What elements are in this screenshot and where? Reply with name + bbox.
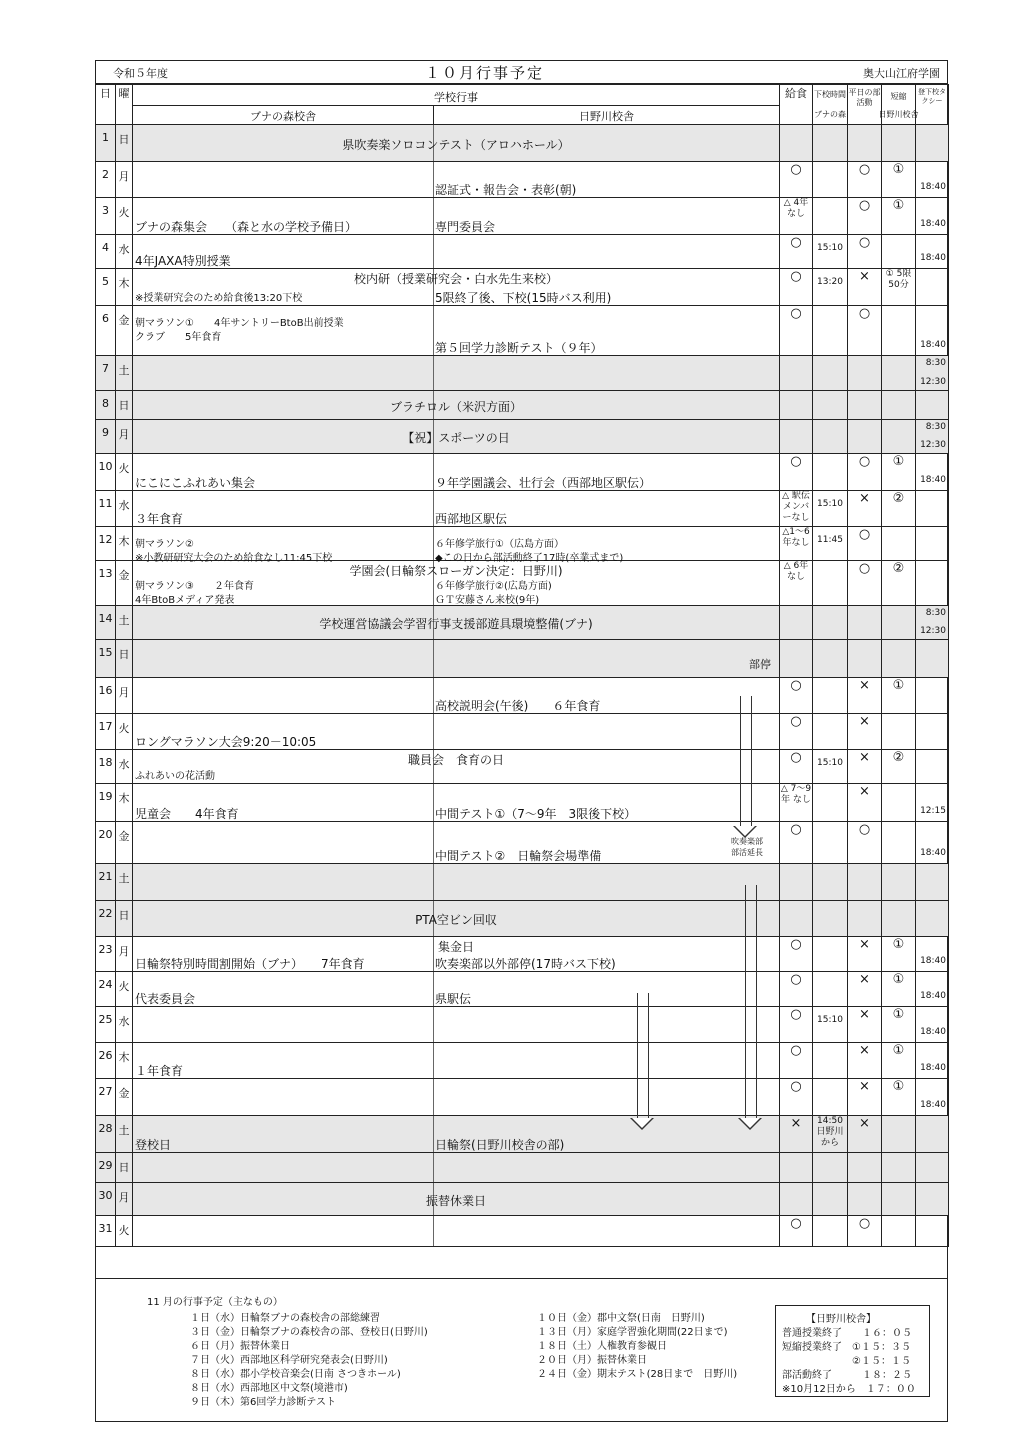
- schedule-box-line: ※10月12日から １７：００: [782, 1384, 916, 1395]
- day-row: [96, 640, 949, 678]
- common-event: ブラチロル（米沢方面）: [389, 399, 522, 414]
- november-event: １０日（金）郡中文祭(日南 日野川): [537, 1313, 705, 1324]
- club-mark: ○: [858, 1216, 871, 1231]
- club-mark: ○: [858, 822, 871, 837]
- lunch-mark: ○: [790, 678, 802, 693]
- weekday: 金: [116, 561, 133, 606]
- column-header-row: [96, 85, 949, 125]
- taxi-time: 8:30: [925, 358, 946, 368]
- lunch-mark: △ 駅伝メンバーなし: [782, 491, 810, 523]
- day-row: [96, 784, 949, 822]
- club-mark: ○: [858, 235, 871, 250]
- day-row: [96, 391, 949, 420]
- weekday: 日: [116, 125, 133, 162]
- day-row: [96, 1116, 949, 1153]
- day-number: 23: [96, 937, 116, 972]
- buna-event-note: クラブ 5年食育: [135, 332, 222, 343]
- weekday: 火: [116, 972, 133, 1007]
- day-row: [96, 491, 949, 527]
- day-number: 5: [96, 269, 116, 306]
- events-cell: [133, 235, 780, 269]
- col-lunch: 給食: [780, 85, 813, 125]
- club-mark: ×: [859, 714, 870, 729]
- events-cell: [133, 1007, 780, 1043]
- lunch-mark: ○: [790, 1007, 802, 1022]
- day-number: 1: [96, 125, 116, 162]
- common-event: 振替休業日: [425, 1193, 486, 1208]
- weekday: 木: [116, 269, 133, 306]
- hino-event: 5限終了後、下校(15時バス利用): [435, 291, 612, 305]
- day-number: 6: [96, 306, 116, 356]
- short-mark: ①: [892, 198, 905, 213]
- dismissal-time: 15:10: [817, 243, 843, 253]
- col-taxi-label: 登下校タクシー: [918, 88, 946, 105]
- day-number: 7: [96, 356, 116, 391]
- weekday: 月: [116, 1183, 133, 1216]
- club-note: 吹奏楽部 部活延長: [731, 837, 763, 857]
- events-cell: [133, 356, 780, 391]
- lunch-mark: ○: [790, 937, 802, 952]
- club-mark: ×: [859, 972, 870, 987]
- day-row: [96, 454, 949, 491]
- events-cell: [133, 640, 780, 678]
- club-mark: ○: [858, 454, 871, 469]
- events-cell: [133, 306, 780, 356]
- lunch-mark: △ 7～9年 なし: [780, 784, 812, 805]
- lunch-mark: ○: [790, 1216, 802, 1231]
- short-mark: ①: [892, 1007, 905, 1022]
- events-cell: [133, 678, 780, 714]
- schedule-box-line: 普通授業終了 １６：０５: [782, 1328, 912, 1339]
- sheet-header: [95, 60, 948, 84]
- weekday: 日: [116, 1153, 133, 1183]
- events-cell: [133, 972, 780, 1007]
- weekday: 土: [116, 356, 133, 391]
- hino-event: 高校説明会(午後) ６年食育: [435, 699, 601, 713]
- events-cell: [133, 1183, 780, 1216]
- col-club-label: 平日の部活動: [848, 88, 881, 107]
- hino-event: 第５回学力診断テスト（９年）: [435, 341, 603, 355]
- day-number: 3: [96, 198, 116, 235]
- short-mark: ① 5限50分: [885, 269, 912, 290]
- buna-event-note: ※授業研究会のため給食後13:20下校: [135, 293, 303, 304]
- events-cell: [133, 491, 780, 527]
- day-row: [96, 972, 949, 1007]
- lunch-mark: ○: [790, 306, 802, 321]
- col-buna: ブナの森校舎: [250, 110, 316, 123]
- page-title: １０月行事予定: [425, 64, 545, 82]
- buna-event-note: ※小教研研究大会のため給食なし11:45下校: [135, 553, 333, 564]
- events-cell: [133, 784, 780, 822]
- lunch-mark: ○: [790, 454, 802, 469]
- taxi-time-2: 12:30: [920, 626, 946, 636]
- taxi-time: 18:40: [920, 956, 946, 966]
- club-mark: ×: [859, 1007, 870, 1022]
- dismissal-time: 15:10: [817, 499, 843, 509]
- club-mark: ×: [859, 1079, 870, 1094]
- club-mark: ○: [858, 561, 871, 576]
- november-event: ９日（木）第6回学力診断テスト: [190, 1397, 336, 1408]
- club-mark: ○: [858, 162, 871, 177]
- events-cell: [133, 527, 780, 564]
- common-event: 職員会 食育の日: [407, 753, 504, 767]
- november-preview: [95, 1278, 948, 1422]
- col-short-label: 短縮: [890, 92, 907, 101]
- lunch-mark: ○: [790, 750, 802, 765]
- day-row: [96, 1216, 949, 1247]
- buna-event: 朝マラソン① 4年サントリーBtoB出前授業: [135, 318, 344, 329]
- weekday: 月: [116, 678, 133, 714]
- common-event: 県吹奏楽ソロコンテスト（アロハホール）: [342, 137, 570, 152]
- day-row: [96, 125, 949, 162]
- col-events-label: 学校行事: [434, 91, 478, 104]
- weekday: 水: [116, 491, 133, 527]
- lunch-mark: ○: [790, 714, 802, 729]
- common-event: 集金日: [437, 940, 474, 954]
- day-number: 21: [96, 864, 116, 901]
- events-cell: [133, 1043, 780, 1079]
- club-mark: ×: [859, 678, 870, 693]
- day-number: 17: [96, 714, 116, 750]
- day-number: 22: [96, 901, 116, 937]
- day-row: [96, 606, 949, 640]
- day-number: 29: [96, 1153, 116, 1183]
- november-event: １日（水）日輪祭ブナの森校舎の部総練習: [190, 1313, 380, 1324]
- common-event: 校内研（授業研究会・白水先生来校）: [353, 272, 558, 286]
- day-row: [96, 269, 949, 306]
- day-row: [96, 527, 949, 561]
- col-dismissal-label: 下校時間: [814, 90, 846, 99]
- club-mark: ×: [859, 491, 870, 506]
- day-row: [96, 864, 949, 901]
- buna-event: 朝マラソン②: [135, 539, 194, 550]
- events-cell: [133, 454, 780, 491]
- events-cell: [133, 125, 780, 162]
- day-row: [96, 1007, 949, 1043]
- day-number: 15: [96, 640, 116, 678]
- day-number: 2: [96, 162, 116, 198]
- november-event: ８日（水）西部地区中文祭(境港市): [190, 1383, 348, 1394]
- day-row: [96, 356, 949, 391]
- day-number: 24: [96, 972, 116, 1007]
- weekday: 金: [116, 1079, 133, 1116]
- common-event: 学園会(日輪祭スローガン決定：日野川): [349, 564, 563, 578]
- day-number: 25: [96, 1007, 116, 1043]
- lunch-mark: ○: [790, 972, 802, 987]
- day-number: 28: [96, 1116, 116, 1153]
- lunch-mark: ○: [790, 822, 802, 837]
- buna-event: 朝マラソン③ ２年食育: [135, 581, 254, 592]
- schedule-box-line: 【日野川校舎】: [806, 1314, 876, 1325]
- day-number: 19: [96, 784, 116, 822]
- weekday: 金: [116, 306, 133, 356]
- taxi-time: 18:40: [920, 848, 946, 858]
- events-cell: [133, 1216, 780, 1247]
- hino-schedule-box: [775, 1305, 930, 1397]
- november-event: ２０日（月）振替休業日: [537, 1355, 647, 1366]
- dismissal-time: 13:20: [817, 277, 843, 287]
- calendar-table: [95, 84, 949, 1247]
- weekday: 木: [116, 784, 133, 822]
- dismissal-time: 14:50 日野川 から: [816, 1116, 844, 1148]
- events-cell: [133, 561, 780, 606]
- taxi-time: 18:40: [920, 219, 946, 229]
- november-event: ７日（火）西部地区科学研究発表会(日野川): [190, 1355, 388, 1366]
- weekday: 水: [116, 750, 133, 784]
- day-row: [96, 1043, 949, 1079]
- november-event: ３日（金）日輪祭ブナの森校舎の部、登校日(日野川): [190, 1327, 428, 1338]
- schedule-box-line: 短縮授業終了 ①１５：３５: [782, 1342, 911, 1353]
- club-mark: ×: [859, 269, 870, 284]
- common-event: 学校運営協議会学習行事支援部遊具環境整備(ブナ): [319, 617, 593, 631]
- col-short: [878, 85, 919, 125]
- events-cell: [133, 864, 780, 901]
- buna-event-note: 4年BtoBメディア発表: [135, 595, 235, 606]
- taxi-time: 18:40: [920, 1027, 946, 1037]
- schedule-box-line: 部活動終了 １８：２５: [782, 1370, 912, 1381]
- taxi-time-2: 12:30: [920, 440, 946, 450]
- events-cell: [133, 269, 780, 306]
- col-events: [133, 85, 780, 125]
- day-row: [96, 750, 949, 784]
- hino-event: 吹奏楽部以外部停(17時バス下校): [435, 957, 616, 971]
- events-cell: [133, 937, 780, 972]
- lunch-mark: ○: [790, 269, 802, 284]
- day-number: 14: [96, 606, 116, 640]
- weekday: 水: [116, 1007, 133, 1043]
- club-mark: ○: [858, 198, 871, 213]
- col-dismissal: [813, 85, 848, 125]
- day-row: [96, 1079, 949, 1116]
- dismissal-time: 15:10: [817, 758, 843, 768]
- lunch-mark: △ 4年 なし: [783, 198, 809, 219]
- hino-event: ６年修学旅行①（広島方面）: [435, 539, 564, 550]
- buna-event: 登校日: [135, 1138, 172, 1152]
- day-number: 8: [96, 391, 116, 420]
- buna-event: にこにこふれあい集会: [135, 476, 256, 490]
- day-row: [96, 162, 949, 198]
- weekday: 木: [116, 527, 133, 561]
- club-mark: ○: [858, 306, 871, 321]
- events-cell: [133, 901, 780, 937]
- short-mark: ②: [892, 491, 905, 506]
- taxi-time: 18:40: [920, 182, 946, 192]
- day-row: [96, 420, 949, 454]
- dismissal-time: 15:10: [817, 1015, 843, 1025]
- common-event: PTA空ビン回収: [415, 913, 497, 927]
- weekday: 火: [116, 714, 133, 750]
- november-event: １８日（土）人権教育参観日: [537, 1341, 667, 1352]
- hino-event: ６年修学旅行②(広島方面): [435, 581, 552, 592]
- day-number: 9: [96, 420, 116, 454]
- day-row: [96, 822, 949, 864]
- events-cell: [133, 606, 780, 640]
- buna-event: 児童会 4年食育: [135, 807, 239, 821]
- short-mark: ①: [892, 678, 905, 693]
- buna-event-note: ふれあいの花活動: [135, 771, 215, 782]
- short-mark: ①: [892, 162, 905, 177]
- club-note: 部停: [749, 658, 771, 671]
- buna-event: １年食育: [135, 1064, 184, 1078]
- day-number: 11: [96, 491, 116, 527]
- events-cell: [133, 750, 780, 784]
- hino-event: 専門委員会: [435, 220, 496, 234]
- club-mark: ×: [859, 750, 870, 765]
- short-mark: ①: [892, 937, 905, 952]
- dismissal-time: 11:45: [817, 535, 843, 545]
- hino-event: 認証式・報告会・表彰(朝): [435, 183, 577, 197]
- taxi-time-2: 12:30: [920, 377, 946, 387]
- weekday: 日: [116, 901, 133, 937]
- day-number: 30: [96, 1183, 116, 1216]
- hino-event-note: ＧＴ安藤さん来校(9年): [435, 595, 540, 606]
- buna-event: ３年食育: [135, 512, 184, 526]
- hino-event-note: ◆この日から部活動終了17時(卒業式まで): [435, 553, 624, 564]
- weekday: 金: [116, 822, 133, 864]
- november-event: ８日（水）郡小学校音楽会(日南 さつきホール): [190, 1369, 401, 1380]
- weekday: 火: [116, 454, 133, 491]
- day-number: 31: [96, 1216, 116, 1247]
- day-row: [96, 678, 949, 714]
- short-mark: ①: [892, 1043, 905, 1058]
- day-row: [96, 561, 949, 606]
- day-number: 10: [96, 454, 116, 491]
- weekday: 月: [116, 937, 133, 972]
- november-event: ２４日（金）期末テスト(28日まで 日野川): [537, 1369, 738, 1380]
- col-taxi: [916, 85, 949, 125]
- buna-event: ロングマラソン大会9:20－10:05: [135, 735, 317, 749]
- col-dismissal-sub: ブナの森: [814, 110, 846, 119]
- weekday: 火: [116, 198, 133, 235]
- buna-event: 代表委員会: [135, 992, 196, 1006]
- club-mark: ×: [859, 1043, 870, 1058]
- day-number: 12: [96, 527, 116, 561]
- events-cell: [133, 1153, 780, 1183]
- weekday: 土: [116, 1116, 133, 1153]
- hino-event: 中間テスト② 日輪祭会場準備: [435, 849, 602, 863]
- lunch-mark: △ 6年なし: [783, 561, 809, 582]
- taxi-time: 12:15: [920, 806, 946, 816]
- weekday: 月: [116, 420, 133, 454]
- col-weekday: 曜: [116, 85, 133, 125]
- taxi-time: 8:30: [925, 422, 946, 432]
- lunch-mark: △1～6 年なし: [782, 527, 810, 548]
- events-cell: [133, 198, 780, 235]
- short-mark: ①: [892, 1079, 905, 1094]
- day-row: [96, 1183, 949, 1216]
- day-row: [96, 937, 949, 972]
- lunch-mark: ○: [790, 235, 802, 250]
- hino-event: 中間テスト①（7～9年 3限後下校）: [435, 807, 637, 821]
- day-number: 26: [96, 1043, 116, 1079]
- schedule-box-line: ②１５：１５: [782, 1356, 911, 1367]
- weekday: 火: [116, 1216, 133, 1247]
- weekday: 土: [116, 864, 133, 901]
- short-mark: ①: [892, 972, 905, 987]
- taxi-time: 18:40: [920, 475, 946, 485]
- hino-event: 県駅伝: [435, 992, 472, 1006]
- weekday: 月: [116, 162, 133, 198]
- lunch-mark: ○: [790, 162, 802, 177]
- weekday: 日: [116, 391, 133, 420]
- club-mark: ○: [858, 527, 871, 542]
- day-number: 16: [96, 678, 116, 714]
- day-number: 18: [96, 750, 116, 784]
- day-row: [96, 901, 949, 937]
- club-mark: ×: [859, 1116, 870, 1131]
- short-mark: ②: [892, 561, 905, 576]
- club-mark: ×: [859, 784, 870, 799]
- weekday: 木: [116, 1043, 133, 1079]
- taxi-time: 8:30: [925, 608, 946, 618]
- events-cell: [133, 1116, 780, 1153]
- day-row: [96, 714, 949, 750]
- buna-event: 日輪祭特別時間割開始（ブナ） 7年食育: [135, 957, 365, 971]
- day-row: [96, 1153, 949, 1183]
- taxi-time: 18:40: [920, 253, 946, 263]
- events-cell: [133, 714, 780, 750]
- events-cell: [133, 420, 780, 454]
- events-cell: [133, 822, 780, 864]
- weekday: 日: [116, 640, 133, 678]
- buna-event: ブナの森集会 （森と水の学校予備日）: [135, 220, 358, 234]
- taxi-time: 18:40: [920, 1100, 946, 1110]
- short-mark: ①: [892, 454, 905, 469]
- hino-event: ９年学園議会、壮行会（西部地区駅伝）: [435, 476, 652, 490]
- common-event: 【祝】スポーツの日: [402, 431, 510, 445]
- november-event: ６日（月）振替休業日: [190, 1341, 290, 1352]
- col-hino: 日野川校舎: [579, 110, 634, 123]
- col-hino2-label: 日野川校舎: [878, 110, 919, 119]
- taxi-time: 18:40: [920, 340, 946, 350]
- taxi-time: 18:40: [920, 1063, 946, 1073]
- day-number: 4: [96, 235, 116, 269]
- club-mark: ×: [859, 937, 870, 952]
- events-cell: [133, 162, 780, 198]
- taxi-time: 18:40: [920, 991, 946, 1001]
- day-row: [96, 306, 949, 356]
- fiscal-year: 令和５年度: [113, 67, 168, 80]
- november-event: １３日（月）家庭学習強化期間(22日まで): [537, 1327, 728, 1338]
- col-day: 日: [96, 85, 116, 125]
- school-name: 奥大山江府学園: [863, 67, 940, 80]
- events-cell: [133, 1079, 780, 1116]
- day-row: [96, 198, 949, 235]
- day-number: 27: [96, 1079, 116, 1116]
- day-number: 20: [96, 822, 116, 864]
- lunch-mark: ○: [790, 1079, 802, 1094]
- short-mark: ②: [892, 750, 905, 765]
- november-title: 11 月の行事予定（主なもの）: [147, 1297, 283, 1308]
- events-cell: [133, 391, 780, 420]
- day-number: 13: [96, 561, 116, 606]
- hino-event: 西部地区駅伝: [435, 512, 508, 526]
- weekday: 水: [116, 235, 133, 269]
- lunch-mark: ×: [790, 1116, 802, 1131]
- lunch-mark: ○: [790, 1043, 802, 1058]
- day-row: [96, 235, 949, 269]
- hino-event: 日輪祭(日野川校舎の部): [435, 1138, 565, 1152]
- buna-event: 4年JAXA特別授業: [135, 254, 231, 268]
- weekday: 土: [116, 606, 133, 640]
